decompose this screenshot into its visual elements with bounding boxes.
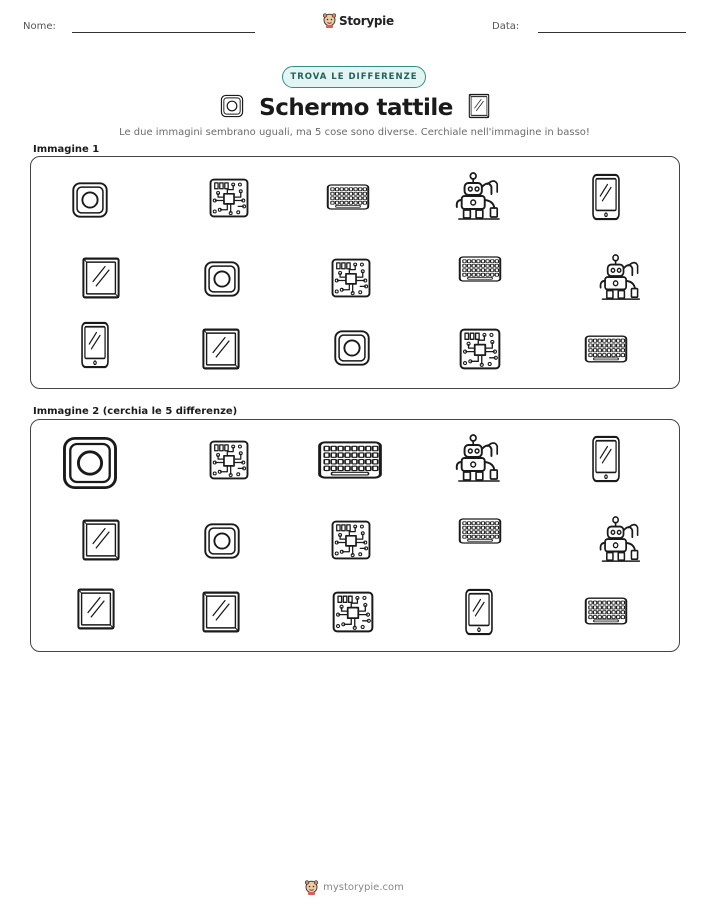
image2-cell[interactable] xyxy=(60,434,120,492)
image1-item-icon xyxy=(201,327,241,371)
footer xyxy=(0,880,709,895)
image1-item-icon xyxy=(458,327,502,371)
image1-cell xyxy=(587,172,625,222)
image2-cell[interactable] xyxy=(587,434,625,484)
title-row xyxy=(220,90,490,126)
image2-cell[interactable] xyxy=(200,589,242,635)
activity-badge: TROVA LE DIFFERENZE xyxy=(282,66,426,88)
image1-label: Immagine 1 xyxy=(33,144,100,155)
image2-item-icon xyxy=(598,516,642,564)
image2-cell[interactable] xyxy=(597,515,643,565)
image2-item-icon xyxy=(588,435,624,483)
image1-cell xyxy=(457,253,503,285)
image1-item-icon xyxy=(208,177,250,219)
footer-url: mystorypie.com xyxy=(323,882,404,893)
mascot-icon xyxy=(323,13,336,28)
image1-item-icon xyxy=(81,256,121,300)
image1-item-icon xyxy=(77,321,113,369)
image1-cell xyxy=(70,180,110,220)
image2-item-icon xyxy=(331,590,375,634)
image2-item-icon xyxy=(454,434,502,484)
image1-cell xyxy=(200,326,242,372)
image2-item-icon xyxy=(330,519,372,561)
image1-cell xyxy=(453,171,503,223)
image1-item-icon xyxy=(333,329,371,367)
image2-item-icon xyxy=(208,439,250,481)
image1-item-icon xyxy=(203,260,241,298)
image1-cell xyxy=(597,253,643,303)
image2-item-icon xyxy=(461,588,497,636)
mascot-icon xyxy=(305,880,318,895)
image2-cell[interactable] xyxy=(457,515,503,547)
image2-cell[interactable] xyxy=(316,437,384,483)
name-label: Nome: xyxy=(23,21,56,32)
image2-item-icon xyxy=(317,438,383,482)
image2-item-icon xyxy=(584,595,628,627)
date-line[interactable] xyxy=(538,32,686,33)
image2-cell[interactable] xyxy=(75,586,117,632)
image2-cell[interactable] xyxy=(453,433,503,485)
title-button-icon xyxy=(220,94,244,122)
image2-item-icon xyxy=(81,518,121,562)
image2-cell[interactable] xyxy=(330,589,376,635)
image2-item-icon xyxy=(201,590,241,634)
image2-item-icon xyxy=(61,435,119,491)
image1-item-icon xyxy=(584,333,628,365)
image2-cell[interactable] xyxy=(460,587,498,637)
image1-cell xyxy=(76,320,114,370)
image1-cell xyxy=(457,326,503,372)
image1-cell xyxy=(583,332,629,366)
title-screen-icon xyxy=(468,93,490,123)
date-label: Data: xyxy=(492,21,520,32)
image2-cell[interactable] xyxy=(80,517,122,563)
page-title: Schermo tattile xyxy=(259,95,453,121)
storypie-logo xyxy=(323,13,394,28)
image2-cell[interactable] xyxy=(583,594,629,628)
image2-cell[interactable] xyxy=(202,521,242,561)
image1-cell xyxy=(202,259,242,299)
image1-item-icon xyxy=(454,172,502,222)
image1-cell xyxy=(325,181,371,213)
image2-label: Immagine 2 (cerchia le 5 differenze) xyxy=(33,406,238,417)
instructions: Le due immagini sembrano uguali, ma 5 cose sono diverse. Cerchiale nell'immagine in basso! xyxy=(119,127,590,138)
image1-item-icon xyxy=(71,181,109,219)
image1-cell xyxy=(207,176,251,220)
image2-item-icon xyxy=(458,516,502,546)
image1-cell xyxy=(80,255,122,301)
image2-item-icon xyxy=(203,522,241,560)
image1-item-icon xyxy=(330,257,372,299)
image1-item-icon xyxy=(588,173,624,221)
image1-item-icon xyxy=(326,182,370,212)
image2-cell[interactable] xyxy=(207,438,251,482)
image1-cell xyxy=(329,256,373,300)
image1-cell xyxy=(332,328,372,368)
name-line[interactable] xyxy=(72,32,255,33)
image1-item-icon xyxy=(458,254,502,284)
image1-item-icon xyxy=(598,254,642,302)
logo-text: Storypie xyxy=(339,13,394,28)
image2-item-icon xyxy=(76,587,116,631)
image2-cell[interactable] xyxy=(329,518,373,562)
